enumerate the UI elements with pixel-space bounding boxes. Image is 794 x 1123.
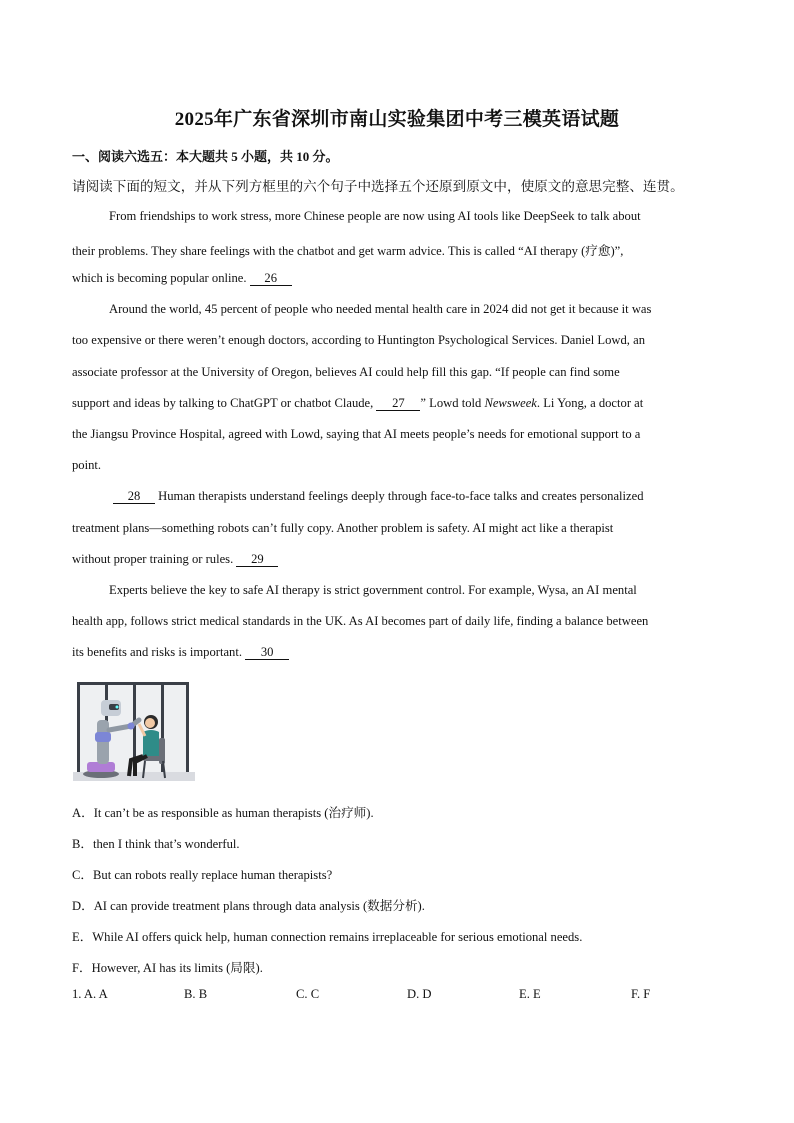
answer-choice-b[interactable]: B. B: [184, 987, 208, 1001]
passage-line: associate professor at the University of Oregon, believes AI could help fill this gap. “If people can find some: [72, 365, 620, 379]
passage-line: health app, follows strict medical standards in the UK. As AI becomes part of daily life, finding a balance between: [72, 614, 649, 628]
passage-line: [72, 645, 289, 660]
blank-27[interactable]: 27: [376, 396, 420, 411]
passage-line: point.: [72, 458, 102, 472]
option-d: D．AI can provide treatment plans through data analysis (数据分析).: [72, 899, 425, 913]
option-b: B．then I think that’s wonderful.: [72, 837, 240, 851]
passage-line: the Jiangsu Province Hospital, agreed with Lowd, saying that AI meets people’s needs for emotional support to a: [72, 427, 641, 441]
answer-choices: [72, 987, 712, 1007]
blank-29[interactable]: 29: [236, 552, 278, 567]
page-title: 2025年广东省深圳市南山实验集团中考三模英语试题: [174, 109, 620, 130]
passage-text: . Li Yong, a doctor at: [536, 396, 644, 410]
passage-line: From friendships to work stress, more Chinese people are now using AI tools like DeepSeek to talk about: [109, 209, 641, 223]
passage-text: without proper training or rules.: [72, 552, 237, 566]
blank-30[interactable]: 30: [245, 645, 289, 660]
robot-therapist-illustration: [73, 680, 195, 781]
magazine-name: Newsweek: [484, 396, 537, 410]
answer-choice-d[interactable]: D. D: [407, 987, 432, 1001]
passage-line: treatment plans—something robots can’t fully copy. Another problem is safety. AI might act like a therapist: [72, 521, 614, 535]
passage-text: support and ideas by talking to ChatGPT or chatbot Claude,: [72, 396, 377, 410]
section-header: 一、阅读六选五：本大题共 5 小题，共 10 分。: [72, 149, 339, 164]
passage-line: Around the world, 45 percent of people who needed mental health care in 2024 did not get it because it was: [109, 302, 652, 316]
blank-28[interactable]: 28: [113, 489, 155, 504]
passage-line: [72, 396, 643, 411]
blank-26[interactable]: 26: [250, 271, 292, 286]
passage-text: ” Lowd told: [420, 396, 485, 410]
option-a: A．It can’t be as responsible as human therapists (治疗师).: [72, 806, 374, 820]
answer-choice-f[interactable]: F. F: [631, 987, 651, 1001]
instruction-text: 请阅读下面的短文，并从下列方框里的六个句子中选择五个还原到原文中，使原文的意思完整、连贯。: [72, 179, 684, 194]
option-c: C．But can robots really replace human therapists?: [72, 868, 333, 882]
passage-text: its benefits and risks is important.: [72, 645, 246, 659]
passage-line: [113, 489, 644, 504]
passage-line: their problems. They share feelings with the chatbot and get warm advice. This is called “AI therapy (疗愈)”,: [72, 244, 624, 258]
passage-text: which is becoming popular online.: [72, 271, 250, 285]
answer-choice-c[interactable]: C. C: [296, 987, 320, 1001]
passage-line: Experts believe the key to safe AI therapy is strict government control. For example, Wysa, an AI mental: [109, 583, 637, 597]
passage-line: [72, 552, 278, 567]
passage-text: Human therapists understand feelings deeply through face-to-face talks and creates personalized: [155, 489, 644, 503]
answer-choice-a[interactable]: 1. A. A: [72, 987, 108, 1001]
answer-choice-e[interactable]: E. E: [519, 987, 541, 1001]
option-e: E．While AI offers quick help, human connection remains irreplaceable for serious emotional needs.: [72, 930, 583, 944]
passage-line: [72, 271, 292, 286]
option-f: F．However, AI has its limits (局限).: [72, 961, 263, 975]
passage-line: too expensive or there weren’t enough doctors, according to Huntington Psychological Services. Daniel Lowd, an: [72, 333, 645, 347]
